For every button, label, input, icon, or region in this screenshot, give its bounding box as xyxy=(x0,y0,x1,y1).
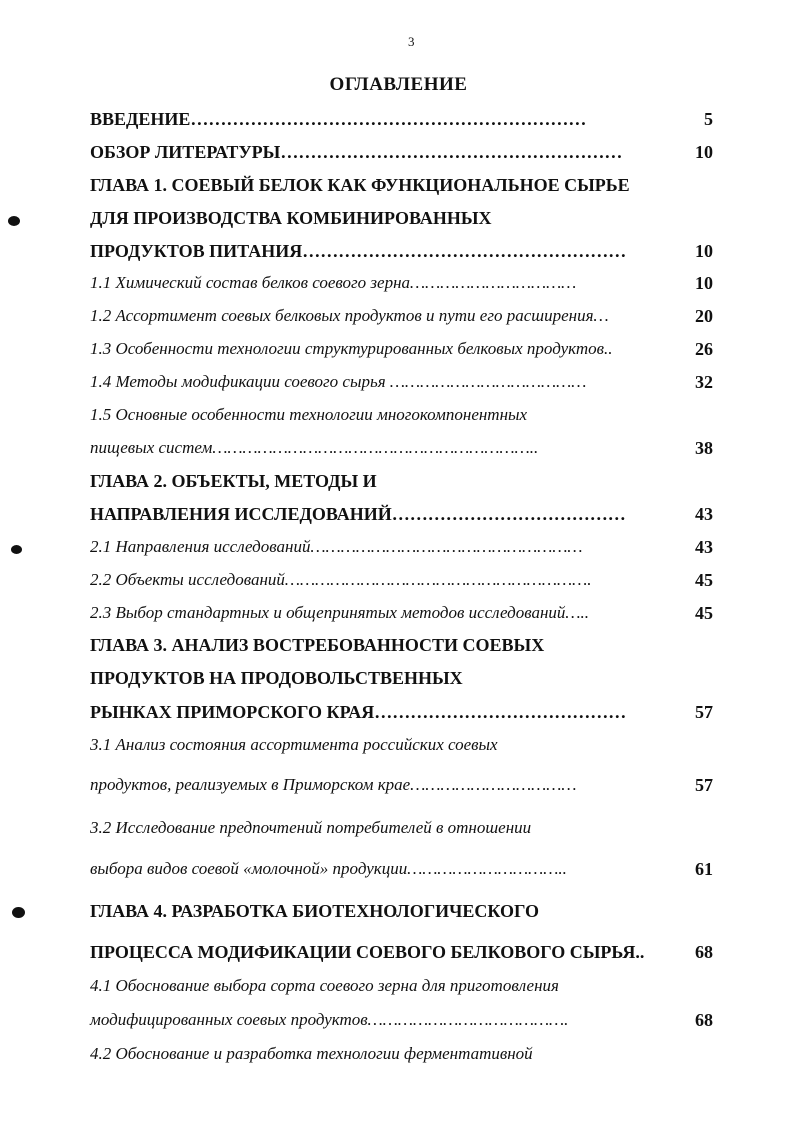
toc-entry-page: 43 xyxy=(695,504,713,524)
toc-title: ОГЛАВЛЕНИЕ xyxy=(329,74,468,95)
toc-section-2-3: 2.3 Выбор стандартных и общепринятых методов исследований….. xyxy=(90,603,590,622)
page-number: 3 xyxy=(408,34,415,49)
toc-entry-page: 20 xyxy=(695,306,713,326)
toc-entry-page: 10 xyxy=(695,273,713,293)
toc-chapter-4-line-1: ГЛАВА 4. РАЗРАБОТКА БИОТЕХНОЛОГИЧЕСКОГО xyxy=(90,901,539,921)
toc-chapter-4-line-2: ПРОЦЕССА МОДИФИКАЦИИ СОЕВОГО БЕЛКОВОГО СЫРЬЯ.. xyxy=(90,942,645,962)
toc-entry-page: 10 xyxy=(695,142,713,162)
toc-entry-page: 32 xyxy=(695,372,713,392)
toc-entry-page: 45 xyxy=(695,570,713,590)
toc-entry-introduction: ВВЕДЕНИЕ………………………………………………………… xyxy=(90,109,587,129)
toc-chapter-2-line-1: ГЛАВА 2. ОБЪЕКТЫ, МЕТОДЫ И xyxy=(90,471,377,491)
toc-entry-page: 38 xyxy=(695,438,713,458)
toc-section-4-1-line-1: 4.1 Обоснование выбора сорта соевого зерна для приготовления xyxy=(90,976,559,995)
toc-section-4-2-line-1: 4.2 Обоснование и разработка технологии ферментативной xyxy=(90,1044,533,1063)
toc-section-1-5-line-1: 1.5 Основные особенности технологии многокомпонентных xyxy=(90,405,528,424)
toc-chapter-3-line-1: ГЛАВА 3. АНАЛИЗ ВОСТРЕБОВАННОСТИ СОЕВЫХ xyxy=(90,635,545,655)
toc-section-3-1-line-1: 3.1 Анализ состояния ассортимента российских соевых xyxy=(90,735,498,754)
toc-entry-page: 45 xyxy=(695,603,713,623)
toc-chapter-3-line-3: РЫНКАХ ПРИМОРСКОГО КРАЯ…………………………………… xyxy=(90,702,627,722)
toc-entry-page: 26 xyxy=(695,339,713,359)
toc-chapter-1-line-2: ДЛЯ ПРОИЗВОДСТВА КОМБИНИРОВАННЫХ xyxy=(90,208,492,228)
toc-section-3-2-line-2: выбора видов соевой «молочной» продукции………………………….. xyxy=(90,859,567,878)
toc-entry-page: 61 xyxy=(695,859,713,879)
toc-section-3-2-line-1: 3.2 Исследование предпочтений потребителей в отношении xyxy=(90,818,532,837)
toc-entry-page: 68 xyxy=(695,942,713,962)
toc-entry-page: 10 xyxy=(695,241,713,261)
toc-section-2-1: 2.1 Направления исследований……………………………………………… xyxy=(90,537,583,556)
toc-section-1-1: 1.1 Химический состав белков соевого зерна…………………………… xyxy=(90,273,577,292)
scan-mark xyxy=(8,216,20,226)
toc-section-4-1-line-2: модифицированных соевых продуктов…………………………………. xyxy=(90,1010,569,1029)
toc-section-1-3: 1.3 Особенности технологии структурированных белковых продуктов.. xyxy=(90,339,613,358)
scan-mark xyxy=(12,907,25,918)
toc-chapter-1-line-3: ПРОДУКТОВ ПИТАНИЯ……………………………………………… xyxy=(90,241,627,261)
scan-mark xyxy=(11,545,22,554)
toc-chapter-1-line-1: ГЛАВА 1. СОЕВЫЙ БЕЛОК КАК ФУНКЦИОНАЛЬНОЕ СЫРЬЕ xyxy=(90,175,630,195)
toc-section-1-4: 1.4 Методы модификации соевого сырья ………………………………… xyxy=(90,372,587,391)
toc-section-1-5-line-2: пищевых систем……………………………………………………….. xyxy=(90,438,539,457)
toc-entry-page: 57 xyxy=(695,775,713,795)
toc-entry-literature-review: ОБЗОР ЛИТЕРАТУРЫ………………………………………………… xyxy=(90,142,623,162)
toc-entry-page: 43 xyxy=(695,537,713,557)
toc-chapter-2-line-2: НАПРАВЛЕНИЯ ИССЛЕДОВАНИЙ………………………………… xyxy=(90,504,626,524)
toc-section-3-1-line-2: продуктов, реализуемых в Приморском крае…………………………… xyxy=(90,775,577,794)
toc-entry-page: 68 xyxy=(695,1010,713,1030)
toc-entry-page: 5 xyxy=(704,109,713,129)
toc-entry-page: 57 xyxy=(695,702,713,722)
toc-chapter-3-line-2: ПРОДУКТОВ НА ПРОДОВОЛЬСТВЕННЫХ xyxy=(90,668,463,688)
toc-section-2-2: 2.2 Объекты исследований……………………………………………………. xyxy=(90,570,592,589)
toc-section-1-2: 1.2 Ассортимент соевых белковых продуктов и пути его расширения… xyxy=(90,306,609,325)
